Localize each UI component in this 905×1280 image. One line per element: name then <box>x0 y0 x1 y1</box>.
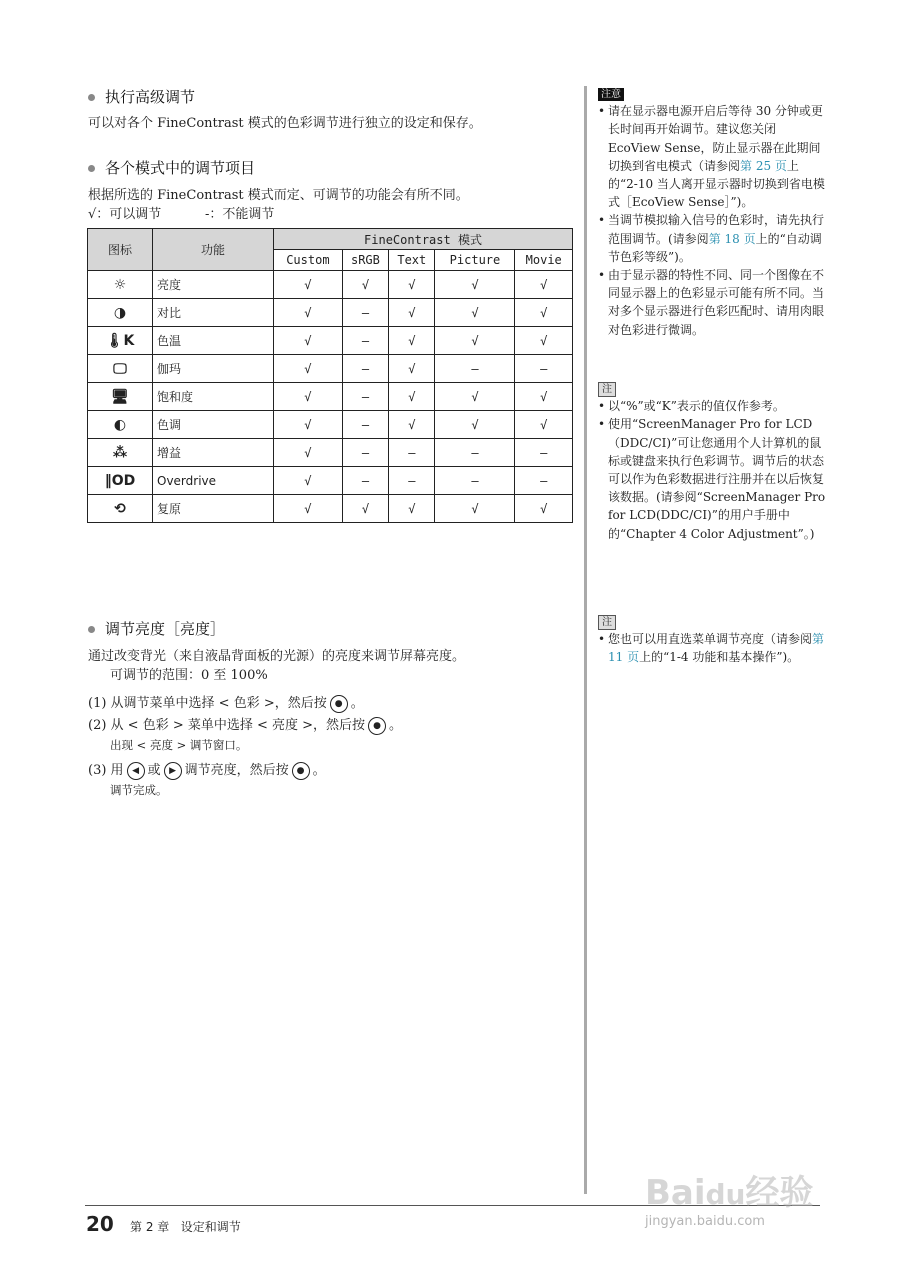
note-item: • 您也可以用直选菜单调节亮度（请参阅第 11 页上的“1-4 功能和基本操作”)。 <box>598 630 828 666</box>
availability-cell: √ <box>389 327 435 355</box>
step-2-note: 出现 < 亮度 > 调节窗口。 <box>110 738 248 752</box>
table-row <box>88 355 573 383</box>
column-divider <box>584 86 587 1194</box>
header-mode: FineContrast 模式 <box>274 229 573 250</box>
table-row <box>88 467 573 495</box>
section-text: 通过改变背光（来自液晶背面板的光源）的亮度来调节屏幕亮度。 <box>88 649 466 664</box>
reset-icon: ⟲ <box>88 495 153 523</box>
availability-cell: √ <box>515 299 573 327</box>
function-name: 饱和度 <box>153 383 274 411</box>
mode-table <box>87 228 573 523</box>
mode-header: sRGB <box>342 250 388 271</box>
step-3: (3) 用 ◀ 或 ▶ 调节亮度，然后按 ● 。 <box>88 763 326 778</box>
brightness-icon: ☼ <box>88 271 153 299</box>
table-row <box>88 299 573 327</box>
availability-cell: √ <box>389 271 435 299</box>
table-row <box>88 327 573 355</box>
availability-cell: √ <box>342 495 388 523</box>
availability-cell: — <box>515 467 573 495</box>
function-name: Overdrive <box>153 467 274 495</box>
availability-cell: √ <box>274 299 343 327</box>
availability-cell: √ <box>515 495 573 523</box>
availability-cell: √ <box>515 327 573 355</box>
function-name: 色温 <box>153 327 274 355</box>
availability-cell: √ <box>515 411 573 439</box>
section-heading-brightness: 调节亮度［亮度］ <box>88 618 225 639</box>
header-icon: 图标 <box>88 229 153 271</box>
caution-item: • 当调节模拟输入信号的色彩时，请先执行范围调节。(请参阅第 18 页上的“自动调节色彩等级”)。 <box>598 211 828 266</box>
availability-cell: √ <box>274 383 343 411</box>
availability-cell: √ <box>389 355 435 383</box>
mode-header: Movie <box>515 250 573 271</box>
section-heading-advanced: 执行高级调节 <box>88 86 195 107</box>
page-number: 20 <box>86 1212 114 1236</box>
availability-cell: √ <box>435 411 515 439</box>
page-link[interactable]: 第 11 页 <box>608 632 825 665</box>
hue-icon: ◐ <box>88 411 153 439</box>
availability-cell: — <box>435 467 515 495</box>
table-row <box>88 439 573 467</box>
left-button-icon: ◀ <box>127 762 145 780</box>
availability-cell: √ <box>435 299 515 327</box>
note-item: • 以“%”或“K”表示的值仅作参考。 <box>598 397 828 415</box>
contrast-icon: ◑ <box>88 299 153 327</box>
caution-tag: 注意 <box>598 88 624 101</box>
availability-cell: √ <box>389 383 435 411</box>
availability-cell: — <box>435 439 515 467</box>
step-2: (2) 从 < 色彩 > 菜单中选择 < 亮度 >，然后按 ● 。 <box>88 718 403 733</box>
range-text: 可调节的范围：0 至 100% <box>110 668 268 683</box>
availability-cell: — <box>342 411 388 439</box>
availability-cell: — <box>342 355 388 383</box>
note-box-2 <box>598 612 828 667</box>
table-row <box>88 411 573 439</box>
availability-cell: √ <box>342 271 388 299</box>
enter-button-icon: ● <box>292 762 310 780</box>
availability-cell: √ <box>274 271 343 299</box>
availability-cell: — <box>342 439 388 467</box>
function-name: 增益 <box>153 439 274 467</box>
note-item: • 使用“ScreenManager Pro for LCD（DDC/CI)”可让您通用个人计算机的鼠标或键盘来执行色彩调节。调节后的状态可以作为色彩数据进行注册并在以后恢复该数据。(请参阅“ScreenManager Pro for LCD(DDC/CI)”的用户手册中的“Chapter 4 Color Adjustment”。) <box>598 415 828 542</box>
availability-cell: √ <box>389 299 435 327</box>
note-tag: 注 <box>598 382 616 397</box>
availability-cell: √ <box>515 271 573 299</box>
enter-button-icon: ● <box>330 695 348 713</box>
footer-chapter: 第 2 章 设定和调节 <box>130 1220 241 1234</box>
section-text: 可以对各个 FineContrast 模式的色彩调节进行独立的设定和保存。 <box>88 116 482 131</box>
function-name: 复原 <box>153 495 274 523</box>
availability-cell: — <box>389 439 435 467</box>
availability-cell: — <box>515 355 573 383</box>
page-link[interactable]: 第 18 页 <box>708 231 756 246</box>
header-function: 功能 <box>153 229 274 271</box>
function-name: 对比 <box>153 299 274 327</box>
section-text: 根据所选的 FineContrast 模式而定、可调节的功能会有所不同。 <box>88 188 469 203</box>
availability-cell: — <box>515 439 573 467</box>
step-1: (1) 从调节菜单中选择 < 色彩 >，然后按 ● 。 <box>88 696 364 711</box>
baidu-watermark: Baidu经验 jingyan.baidu.com <box>645 1173 814 1229</box>
right-button-icon: ▶ <box>164 762 182 780</box>
caution-item: • 请在显示器电源开启后等待 30 分钟或更长时间再开始调节。建议您关闭 EcoView Sense，防止显示器在此期间切换到省电模式（请参阅第 25 页上的“2-10 当人离开显示器时切换到省电模式［EcoView Sense］”)。 <box>598 102 828 211</box>
availability-cell: √ <box>435 327 515 355</box>
table-row <box>88 271 573 299</box>
mode-header: Custom <box>274 250 343 271</box>
overdrive-icon: ‖OD <box>88 467 153 495</box>
availability-cell: √ <box>274 439 343 467</box>
mode-header: Picture <box>435 250 515 271</box>
availability-cell: √ <box>274 411 343 439</box>
saturation-icon: 🖥 <box>88 383 153 411</box>
availability-cell: √ <box>435 495 515 523</box>
gamma-icon: 🖵 <box>88 355 153 383</box>
function-name: 伽玛 <box>153 355 274 383</box>
availability-cell: — <box>342 467 388 495</box>
availability-cell: √ <box>274 327 343 355</box>
availability-cell: √ <box>515 383 573 411</box>
caution-item: • 由于显示器的特性不同、同一个图像在不同显示器上的色彩显示可能有所不同。当对多个显示器进行色彩匹配时、请用肉眼对色彩进行微调。 <box>598 266 828 339</box>
table-row <box>88 383 573 411</box>
step-3-note: 调节完成。 <box>110 783 168 797</box>
availability-cell: — <box>342 383 388 411</box>
availability-cell: — <box>389 467 435 495</box>
function-name: 色调 <box>153 411 274 439</box>
note-box <box>598 379 828 543</box>
availability-cell: — <box>342 299 388 327</box>
availability-cell: √ <box>274 495 343 523</box>
table-row <box>88 495 573 523</box>
temperature-icon: 🌡K <box>88 327 153 355</box>
availability-cell: √ <box>435 383 515 411</box>
note-tag: 注 <box>598 615 616 630</box>
availability-cell: √ <box>389 411 435 439</box>
availability-cell: √ <box>435 271 515 299</box>
availability-cell: √ <box>274 467 343 495</box>
mode-header: Text <box>389 250 435 271</box>
caution-box <box>598 84 828 339</box>
availability-cell: — <box>342 327 388 355</box>
availability-cell: √ <box>389 495 435 523</box>
function-name: 亮度 <box>153 271 274 299</box>
legend-no: -：不能调节 <box>205 207 275 222</box>
legend-yes: √：可以调节 <box>88 207 162 222</box>
page-link[interactable]: 第 25 页 <box>740 158 787 173</box>
availability-cell: √ <box>274 355 343 383</box>
gain-icon: ⁂ <box>88 439 153 467</box>
section-heading-items: 各个模式中的调节项目 <box>88 157 255 178</box>
availability-cell: — <box>435 355 515 383</box>
enter-button-icon: ● <box>368 717 386 735</box>
